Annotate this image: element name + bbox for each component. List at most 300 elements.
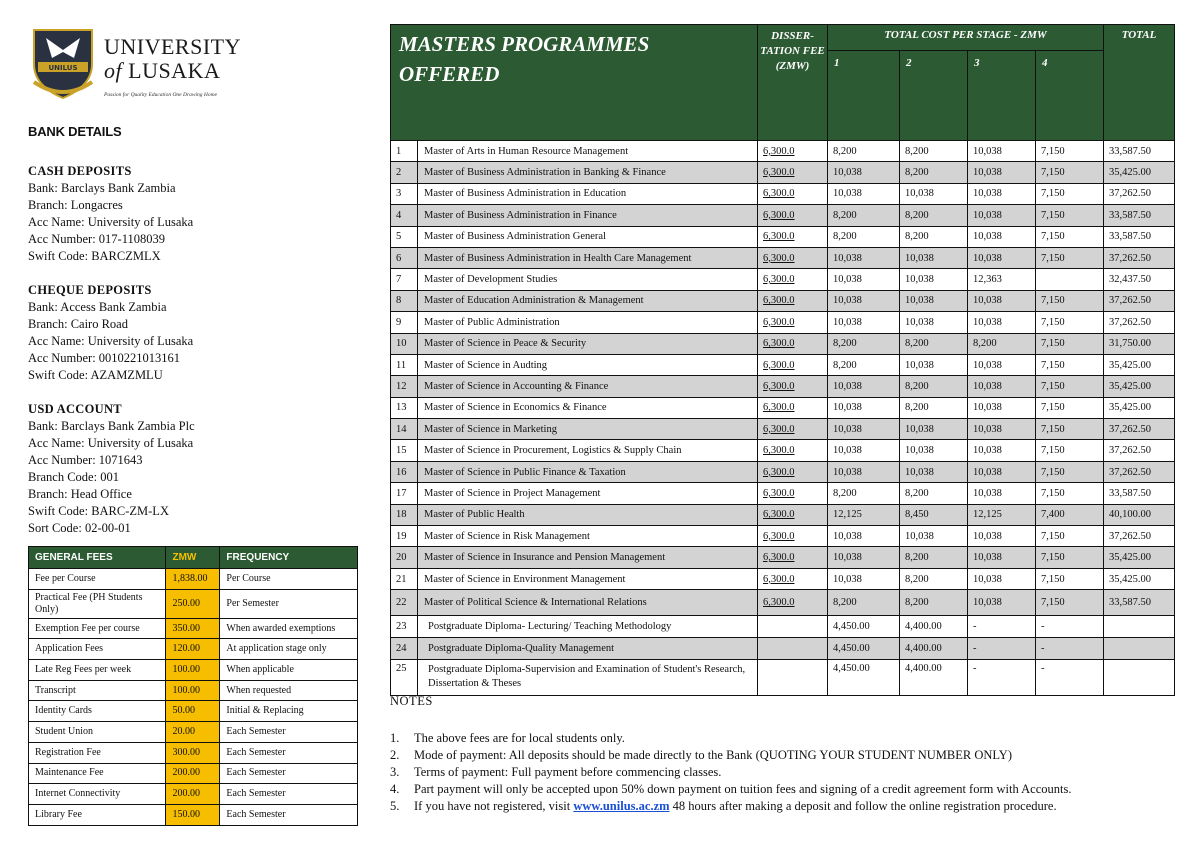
stage-group-header: TOTAL COST PER STAGE - ZMW — [828, 25, 1104, 51]
masters-body — [391, 141, 1175, 696]
stage-4-cost: 7,150 — [1036, 183, 1104, 204]
stage-3-cost: 10,038 — [968, 183, 1036, 204]
general-fee-row — [29, 742, 358, 763]
stage-1-cost: 4,450.00 — [828, 638, 900, 660]
row-number: 11 — [391, 354, 418, 375]
bank-line: Acc Name: University of Lusaka — [28, 334, 194, 348]
programme-name: Postgraduate Diploma-Quality Management — [418, 638, 758, 660]
total-cost: 33,587.50 — [1104, 483, 1175, 504]
general-fee-row — [29, 784, 358, 805]
stage-2-cost: 10,038 — [900, 183, 968, 204]
row-number: 6 — [391, 247, 418, 268]
stage-1-cost: 10,038 — [828, 312, 900, 333]
programme-row — [391, 461, 1175, 482]
dissertation-fee — [758, 638, 828, 660]
programme-row — [391, 590, 1175, 616]
bank-line: Acc Number: 0010221013161 — [28, 351, 181, 365]
programme-row — [391, 397, 1175, 418]
stage-1-cost: 10,038 — [828, 162, 900, 183]
general-fee-row — [29, 763, 358, 784]
dissertation-fee: 6,300.0 — [758, 333, 828, 354]
stage-2-cost: 8,200 — [900, 547, 968, 568]
stage-2-cost: 4,400.00 — [900, 638, 968, 660]
stage-3-cost: - — [968, 616, 1036, 638]
total-cost: 35,425.00 — [1104, 354, 1175, 375]
cash-deposits-title: CASH DEPOSITS — [28, 164, 132, 178]
stage-1-cost: 8,200 — [828, 333, 900, 354]
stage-1-cost: 8,200 — [828, 226, 900, 247]
general-fee-row — [29, 618, 358, 639]
general-fee-row — [29, 804, 358, 825]
dissertation-fee: 6,300.0 — [758, 568, 828, 589]
row-number: 18 — [391, 504, 418, 525]
stage-4-cost: - — [1036, 638, 1104, 660]
fee-frequency: Each Semester — [220, 804, 358, 825]
stage-1-cost: 10,038 — [828, 547, 900, 568]
stage-4-cost: 7,150 — [1036, 483, 1104, 504]
note-item: 1. The above fees are for local students only. — [390, 731, 625, 745]
crest-icon — [28, 24, 98, 102]
masters-title: MASTERS PROGRAMMES OFFERED — [391, 25, 758, 141]
programme-name: Master of Public Health — [418, 504, 758, 525]
fee-name: Maintenance Fee — [29, 763, 166, 784]
row-number: 9 — [391, 312, 418, 333]
programme-name: Master of Science in Procurement, Logistics & Supply Chain — [418, 440, 758, 461]
stage-4-header: 4 — [1036, 51, 1104, 141]
stage-1-cost: 10,038 — [828, 290, 900, 311]
dissertation-fee: 6,300.0 — [758, 226, 828, 247]
fee-frequency: Per Course — [220, 569, 358, 590]
programme-name: Master of Science in Insurance and Pension Management — [418, 547, 758, 568]
stage-1-cost: 10,038 — [828, 183, 900, 204]
bank-line: Acc Name: University of Lusaka — [28, 215, 194, 229]
fee-name: Application Fees — [29, 639, 166, 660]
fee-amount: 20.00 — [166, 722, 220, 743]
fee-name: Student Union — [29, 722, 166, 743]
stage-1-cost: 10,038 — [828, 397, 900, 418]
stage-2-cost: 10,038 — [900, 290, 968, 311]
stage-2-cost: 4,400.00 — [900, 660, 968, 696]
fee-frequency: Each Semester — [220, 763, 358, 784]
stage-3-cost: 10,038 — [968, 526, 1036, 547]
general-fees-body — [29, 569, 358, 826]
stage-4-cost: 7,150 — [1036, 568, 1104, 589]
note-item: 4. Part payment will only be accepted upon 50% down payment on tuition fees and signing of a credit agreement form with Accounts. — [390, 782, 1072, 796]
bank-line: Acc Number: 1071643 — [28, 453, 143, 467]
general-fee-row — [29, 660, 358, 681]
university-name — [104, 24, 241, 98]
note-item: 5. If you have not registered, visit www.unilus.ac.zm 48 hours after making a deposit and follow the online registration procedure. — [390, 799, 1057, 813]
general-fee-row — [29, 722, 358, 743]
programme-name: Master of Business Administration in Education — [418, 183, 758, 204]
stage-3-cost: 10,038 — [968, 590, 1036, 616]
bank-details-heading: BANK DETAILS — [28, 124, 122, 139]
row-number: 25 — [391, 660, 418, 696]
programme-name: Master of Science in Peace & Security — [418, 333, 758, 354]
notes-section — [390, 694, 1180, 815]
stage-4-cost — [1036, 269, 1104, 290]
stage-3-cost: - — [968, 660, 1036, 696]
stage-3-cost: 10,038 — [968, 440, 1036, 461]
total-cost: 37,262.50 — [1104, 290, 1175, 311]
dissertation-fee: 6,300.0 — [758, 483, 828, 504]
dissertation-fee: 6,300.0 — [758, 419, 828, 440]
dissertation-fee: 6,300.0 — [758, 376, 828, 397]
fee-name: Library Fee — [29, 804, 166, 825]
general-fees-header: GENERAL FEES — [29, 547, 166, 569]
row-number: 12 — [391, 376, 418, 397]
stage-2-cost: 10,038 — [900, 354, 968, 375]
stage-4-cost: 7,150 — [1036, 440, 1104, 461]
website-link[interactable]: www.unilus.ac.zm — [573, 799, 670, 813]
stage-4-cost: 7,150 — [1036, 397, 1104, 418]
stage-3-cost: 12,363 — [968, 269, 1036, 290]
bank-line: Bank: Barclays Bank Zambia Plc — [28, 419, 195, 433]
stage-1-cost: 10,038 — [828, 269, 900, 290]
dissertation-fee: 6,300.0 — [758, 205, 828, 226]
programme-name: Master of Arts in Human Resource Management — [418, 141, 758, 162]
stage-1-cost: 8,200 — [828, 483, 900, 504]
programme-row — [391, 547, 1175, 568]
stage-2-cost: 8,200 — [900, 333, 968, 354]
total-cost: 35,425.00 — [1104, 568, 1175, 589]
row-number: 20 — [391, 547, 418, 568]
stage-3-cost: - — [968, 638, 1036, 660]
stage-2-cost: 8,450 — [900, 504, 968, 525]
dissertation-fee: 6,300.0 — [758, 290, 828, 311]
total-cost: 37,262.50 — [1104, 526, 1175, 547]
stage-3-header: 3 — [968, 51, 1036, 141]
fee-frequency: Per Semester — [220, 589, 358, 618]
fee-amount: 300.00 — [166, 742, 220, 763]
fee-frequency: Each Semester — [220, 742, 358, 763]
stage-4-cost: 7,150 — [1036, 526, 1104, 547]
programme-row — [391, 526, 1175, 547]
total-cost: 40,100.00 — [1104, 504, 1175, 525]
dissertation-fee: 6,300.0 — [758, 461, 828, 482]
stage-3-cost: 10,038 — [968, 419, 1036, 440]
row-number: 4 — [391, 205, 418, 226]
total-cost: 35,425.00 — [1104, 162, 1175, 183]
general-fees-table — [28, 546, 358, 826]
fee-amount: 50.00 — [166, 701, 220, 722]
programme-row — [391, 333, 1175, 354]
stage-3-cost: 10,038 — [968, 397, 1036, 418]
stage-1-cost: 4,450.00 — [828, 616, 900, 638]
fee-amount: 200.00 — [166, 784, 220, 805]
notes-title: NOTES — [390, 694, 433, 708]
total-cost: 32,437.50 — [1104, 269, 1175, 290]
stage-3-cost: 10,038 — [968, 247, 1036, 268]
fee-frequency: When applicable — [220, 660, 358, 681]
dissertation-fee: 6,300.0 — [758, 526, 828, 547]
stage-4-cost: - — [1036, 616, 1104, 638]
stage-3-cost: 10,038 — [968, 568, 1036, 589]
fee-name: Internet Connectivity — [29, 784, 166, 805]
stage-4-cost: 7,150 — [1036, 162, 1104, 183]
bank-line: Sort Code: 02-00-01 — [28, 521, 131, 535]
dissertation-fee: 6,300.0 — [758, 247, 828, 268]
total-cost: 37,262.50 — [1104, 440, 1175, 461]
fee-name: Transcript — [29, 680, 166, 701]
total-cost: 37,262.50 — [1104, 183, 1175, 204]
stage-1-cost: 10,038 — [828, 247, 900, 268]
fee-frequency: At application stage only — [220, 639, 358, 660]
dissertation-fee: 6,300.0 — [758, 547, 828, 568]
stage-1-cost: 8,200 — [828, 590, 900, 616]
total-cost: 35,425.00 — [1104, 397, 1175, 418]
university-tagline: Passion for Quality Education One Drawing Home — [104, 92, 218, 98]
bank-line: Bank: Access Bank Zambia — [28, 300, 167, 314]
programme-name: Master of Science in Environment Management — [418, 568, 758, 589]
row-number: 24 — [391, 638, 418, 660]
bank-line: Acc Name: University of Lusaka — [28, 436, 194, 450]
stage-2-cost: 10,038 — [900, 247, 968, 268]
total-header: TOTAL — [1104, 25, 1175, 141]
fee-amount: 200.00 — [166, 763, 220, 784]
bank-line: Bank: Barclays Bank Zambia — [28, 181, 176, 195]
programme-name: Master of Science in Economics & Finance — [418, 397, 758, 418]
stage-4-cost: 7,150 — [1036, 141, 1104, 162]
fee-name: Fee per Course — [29, 569, 166, 590]
programme-row — [391, 269, 1175, 290]
programme-row — [391, 354, 1175, 375]
row-number: 23 — [391, 616, 418, 638]
stage-3-cost: 10,038 — [968, 141, 1036, 162]
stage-4-cost: 7,400 — [1036, 504, 1104, 525]
stage-4-cost: 7,150 — [1036, 226, 1104, 247]
programme-name: Master of Science in Project Management — [418, 483, 758, 504]
programme-name: Master of Science in Risk Management — [418, 526, 758, 547]
general-fee-row — [29, 680, 358, 701]
university-name-line2: of LUSAKA — [104, 58, 221, 83]
stage-4-cost: 7,150 — [1036, 290, 1104, 311]
stage-3-cost: 12,125 — [968, 504, 1036, 525]
dissertation-fee: 6,300.0 — [758, 183, 828, 204]
stage-2-cost: 10,038 — [900, 461, 968, 482]
stage-3-cost: 10,038 — [968, 461, 1036, 482]
programme-row — [391, 247, 1175, 268]
programme-name: Master of Science in Accounting & Finance — [418, 376, 758, 397]
programme-row — [391, 568, 1175, 589]
total-cost: 33,587.50 — [1104, 226, 1175, 247]
total-cost — [1104, 616, 1175, 638]
row-number: 13 — [391, 397, 418, 418]
row-number: 3 — [391, 183, 418, 204]
stage-4-cost: 7,150 — [1036, 333, 1104, 354]
total-cost: 35,425.00 — [1104, 547, 1175, 568]
crest-text: UNILUS — [48, 64, 78, 72]
stage-1-cost: 10,038 — [828, 461, 900, 482]
stage-2-cost: 8,200 — [900, 226, 968, 247]
programme-name: Master of Science in Marketing — [418, 419, 758, 440]
row-number: 8 — [391, 290, 418, 311]
total-cost: 31,750.00 — [1104, 333, 1175, 354]
fee-name: Practical Fee (PH Students Only) — [29, 589, 166, 618]
programme-name: Master of Development Studies — [418, 269, 758, 290]
fee-frequency: Initial & Replacing — [220, 701, 358, 722]
stage-3-cost: 10,038 — [968, 290, 1036, 311]
programme-row — [391, 226, 1175, 247]
notes-list — [390, 730, 1180, 815]
cheque-deposits-block — [28, 282, 360, 384]
stage-1-cost: 8,200 — [828, 205, 900, 226]
stage-3-cost: 10,038 — [968, 376, 1036, 397]
stage-1-cost: 10,038 — [828, 440, 900, 461]
cheque-deposits-title: CHEQUE DEPOSITS — [28, 283, 152, 297]
dissertation-fee: 6,300.0 — [758, 162, 828, 183]
university-name-line1: UNIVERSITY — [104, 34, 241, 59]
dissertation-fee: 6,300.0 — [758, 590, 828, 616]
general-fee-row — [29, 589, 358, 618]
fee-amount: 350.00 — [166, 618, 220, 639]
bank-line: Acc Number: 017-1108039 — [28, 232, 166, 246]
zmw-header: ZMW — [166, 547, 220, 569]
stage-2-cost: 8,200 — [900, 483, 968, 504]
stage-2-cost: 10,038 — [900, 440, 968, 461]
stage-3-cost: 10,038 — [968, 354, 1036, 375]
general-fee-row — [29, 701, 358, 722]
stage-3-cost: 10,038 — [968, 547, 1036, 568]
stage-2-cost: 10,038 — [900, 269, 968, 290]
dissertation-fee: 6,300.0 — [758, 504, 828, 525]
fee-amount: 120.00 — [166, 639, 220, 660]
dissertation-fee: 6,300.0 — [758, 312, 828, 333]
fee-amount: 150.00 — [166, 804, 220, 825]
stage-3-cost: 10,038 — [968, 205, 1036, 226]
programme-name: Master of Science in Audting — [418, 354, 758, 375]
dissertation-fee: 6,300.0 — [758, 440, 828, 461]
programme-row — [391, 162, 1175, 183]
row-number: 16 — [391, 461, 418, 482]
note-item: 2. Mode of payment: All deposits should be made directly to the Bank (QUOTING YOUR STUDENT NUMBER ONLY) — [390, 748, 1012, 762]
total-cost: 37,262.50 — [1104, 247, 1175, 268]
programme-name: Master of Education Administration & Management — [418, 290, 758, 311]
stage-4-cost: 7,150 — [1036, 547, 1104, 568]
programme-row — [391, 290, 1175, 311]
row-number: 21 — [391, 568, 418, 589]
stage-2-cost: 8,200 — [900, 205, 968, 226]
stage-3-cost: 10,038 — [968, 483, 1036, 504]
row-number: 17 — [391, 483, 418, 504]
stage-2-cost: 8,200 — [900, 590, 968, 616]
stage-3-cost: 8,200 — [968, 333, 1036, 354]
stage-2-cost: 10,038 — [900, 312, 968, 333]
cash-deposits-block — [28, 163, 360, 265]
usd-account-block — [28, 401, 360, 537]
programme-row — [391, 141, 1175, 162]
fee-frequency: Each Semester — [220, 722, 358, 743]
fee-name: Exemption Fee per course — [29, 618, 166, 639]
stage-2-cost: 8,200 — [900, 141, 968, 162]
stage-1-cost: 10,038 — [828, 568, 900, 589]
programme-name: Master of Business Administration in Banking & Finance — [418, 162, 758, 183]
bank-line: Branch: Longacres — [28, 198, 123, 212]
note-item: 3. Terms of payment: Full payment before commencing classes. — [390, 765, 722, 779]
dissertation-fee: 6,300.0 — [758, 269, 828, 290]
general-fee-row — [29, 569, 358, 590]
stage-1-cost: 10,038 — [828, 526, 900, 547]
programme-row — [391, 183, 1175, 204]
fee-name: Identity Cards — [29, 701, 166, 722]
fee-frequency: Each Semester — [220, 784, 358, 805]
stage-2-cost: 8,200 — [900, 162, 968, 183]
row-number: 1 — [391, 141, 418, 162]
programme-name: Master of Science in Public Finance & Taxation — [418, 461, 758, 482]
total-cost: 37,262.50 — [1104, 419, 1175, 440]
dissertation-fee — [758, 660, 828, 696]
frequency-header: FREQUENCY — [220, 547, 358, 569]
fee-frequency: When awarded exemptions — [220, 618, 358, 639]
stage-2-cost: 10,038 — [900, 526, 968, 547]
row-number: 19 — [391, 526, 418, 547]
programme-row — [391, 312, 1175, 333]
programme-name: Postgraduate Diploma-Supervision and Examination of Student's Research, Dissertation & Theses — [418, 660, 758, 696]
stage-1-cost: 8,200 — [828, 141, 900, 162]
fee-amount: 1,838.00 — [166, 569, 220, 590]
stage-1-cost: 8,200 — [828, 354, 900, 375]
fee-amount: 100.00 — [166, 680, 220, 701]
usd-account-title: USD ACCOUNT — [28, 402, 122, 416]
fee-amount: 100.00 — [166, 660, 220, 681]
row-number: 5 — [391, 226, 418, 247]
dissertation-fee: 6,300.0 — [758, 354, 828, 375]
general-fees-header-row — [29, 547, 358, 569]
programme-name: Master of Political Science & International Relations — [418, 590, 758, 616]
programme-row — [391, 504, 1175, 525]
total-cost — [1104, 638, 1175, 660]
stage-2-cost: 4,400.00 — [900, 616, 968, 638]
total-cost: 33,587.50 — [1104, 590, 1175, 616]
stage-2-cost: 10,038 — [900, 419, 968, 440]
fee-amount: 250.00 — [166, 589, 220, 618]
row-number: 22 — [391, 590, 418, 616]
stage-2-header: 2 — [900, 51, 968, 141]
row-number: 14 — [391, 419, 418, 440]
programme-name: Postgraduate Diploma- Lecturing/ Teaching Methodology — [418, 616, 758, 638]
diploma-row — [391, 616, 1175, 638]
diploma-row — [391, 660, 1175, 696]
total-cost: 35,425.00 — [1104, 376, 1175, 397]
masters-programmes-table — [390, 24, 1175, 696]
programme-name: Master of Business Administration in Finance — [418, 205, 758, 226]
stage-1-cost: 4,450.00 — [828, 660, 900, 696]
row-number: 7 — [391, 269, 418, 290]
programme-row — [391, 376, 1175, 397]
stage-4-cost: 7,150 — [1036, 247, 1104, 268]
left-column — [28, 24, 360, 537]
diploma-row — [391, 638, 1175, 660]
stage-1-header: 1 — [828, 51, 900, 141]
dissertation-fee: 6,300.0 — [758, 141, 828, 162]
programme-row — [391, 205, 1175, 226]
stage-4-cost: 7,150 — [1036, 461, 1104, 482]
fee-frequency: When requested — [220, 680, 358, 701]
stage-4-cost: 7,150 — [1036, 312, 1104, 333]
stage-1-cost: 10,038 — [828, 419, 900, 440]
total-cost: 37,262.50 — [1104, 312, 1175, 333]
stage-1-cost: 12,125 — [828, 504, 900, 525]
stage-4-cost: - — [1036, 660, 1104, 696]
dissertation-fee-header: DISSER-TATION FEE (ZMW) — [758, 25, 828, 141]
programme-row — [391, 483, 1175, 504]
fee-name: Registration Fee — [29, 742, 166, 763]
row-number: 10 — [391, 333, 418, 354]
bank-line: Swift Code: AZAMZMLU — [28, 368, 163, 382]
masters-header-row — [391, 25, 1175, 51]
total-cost: 37,262.50 — [1104, 461, 1175, 482]
stage-4-cost: 7,150 — [1036, 590, 1104, 616]
